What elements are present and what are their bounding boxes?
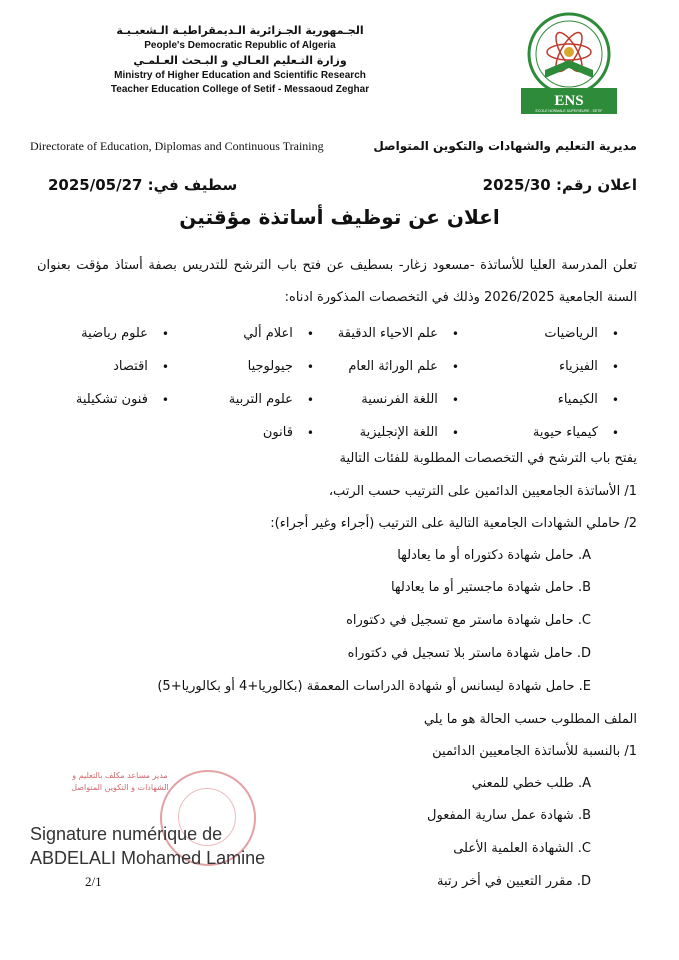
header-en-republic: People's Democratic Republic of Algeria <box>144 40 336 51</box>
file-category-1: 1/ بالنسبة للأساتذة الجامعيين الدائمين <box>432 744 637 759</box>
specialty-item: • علوم رياضية <box>59 317 169 350</box>
logo-text: ENS <box>554 93 584 109</box>
specialty-item: • الكيمياء <box>459 383 619 416</box>
header-en-ministry: Ministry of Higher Education and Scientific Research <box>114 70 366 81</box>
category-1: 1/ الأساتذة الجامعيين الدائمين على الترتيب حسب الرتب، <box>328 484 637 499</box>
specialty-item: • اللغة الإنجليزية <box>314 416 459 449</box>
specialty-item: • الرياضيات <box>459 317 619 350</box>
specialty-item: • علوم التربية <box>169 383 314 416</box>
specialty-item: • فنون تشكيلية <box>59 383 169 416</box>
file-item: A. طلب خطي للمعني <box>471 776 591 791</box>
directorate-en: Directorate of Education, Diplomas and Continuous Training <box>30 139 324 153</box>
degree-item: C. حامل شهادة ماستر مع تسجيل في دكتوراه <box>346 613 591 628</box>
specialties-list <box>59 317 619 449</box>
specialty-item: • الفيزياء <box>459 350 619 383</box>
specialty-item: • قانون <box>169 416 314 449</box>
file-required: الملف المطلوب حسب الحالة هو ما يلي <box>423 712 637 727</box>
directorate-ar: مديرية التعليم والشهادات والتكوين المتواصل <box>373 139 637 153</box>
intro-paragraph: تعلن المدرسة العليا للأساتذة -مسعود زغار- بسطيف عن فتح باب الترشح للتدريس بصفة أستاذ مؤقت بعنوان السنة الجامعية 2026/2025 وذلك في التخصصات المذكورة ادناه: <box>37 258 637 305</box>
signature-line-2: ABDELALI Mohamed Lamine <box>30 848 266 868</box>
announcement-number: اعلان رقم: 2025/30 <box>482 176 637 194</box>
open-text: يفتح باب الترشح في التخصصات المطلوبة للفئات التالية <box>339 451 637 466</box>
specialty-item: • جيولوجيا <box>169 350 314 383</box>
specialty-item: • اقتصاد <box>59 350 169 383</box>
degree-item: E. حامل شهادة ليسانس أو شهادة الدراسات المعمقة (بكالوريا+4 أو بكالوريا+5) <box>157 679 591 694</box>
logo-subtext: ECOLE NORMALE SUPERIEURE - SETIF <box>535 109 603 113</box>
header-en-college: Teacher Education College of Setif - Messaoud Zeghar <box>110 84 370 95</box>
specialty-item: • كيمياء حيوية <box>459 416 619 449</box>
stamp-text: مدير مساعد مكلف بالتعليم و الشهادات و التكوين المتواصل <box>71 771 169 792</box>
specialty-item: • علم الاحياء الدقيقة <box>314 317 459 350</box>
header-ar-ministry: وزارة التـعليم العـالي و البـحث العـلمـي <box>133 54 347 67</box>
digital-signature <box>30 822 265 870</box>
degree-item: D. حامل شهادة ماستر بلا تسجيل في دكتوراه <box>347 646 591 661</box>
file-item: B. شهادة عمل سارية المفعول <box>427 808 591 823</box>
page-title: اعلان عن توظيف أساتذة مؤقتين <box>179 205 500 229</box>
signature-line-1: Signature numérique de <box>30 824 223 844</box>
header-ar-republic: الجـمهورية الجـزائرية الـديمقراطيـة الـشعبـيـة <box>116 24 364 37</box>
ens-logo <box>515 8 623 120</box>
degree-item: B. حامل شهادة ماجستير أو ما يعادلها <box>390 580 591 595</box>
page-number: 2/1 <box>85 874 102 889</box>
file-item: D. مقرر التعيين في أخر رتبة <box>437 874 591 889</box>
specialty-item: • علم الوراثة العام <box>314 350 459 383</box>
place-date: سطيف في: 2025/05/27 <box>48 176 238 194</box>
file-item: C. الشهادة العلمية الأعلى <box>453 841 591 856</box>
degree-item: A. حامل شهادة دكتوراه أو ما يعادلها <box>397 548 591 563</box>
specialty-item: • اللغة الفرنسية <box>314 383 459 416</box>
category-2: 2/ حاملي الشهادات الجامعية التالية على الترتيب (أجراء وغير أجراء): <box>270 516 637 531</box>
specialty-item: • اعلام ألي <box>169 317 314 350</box>
